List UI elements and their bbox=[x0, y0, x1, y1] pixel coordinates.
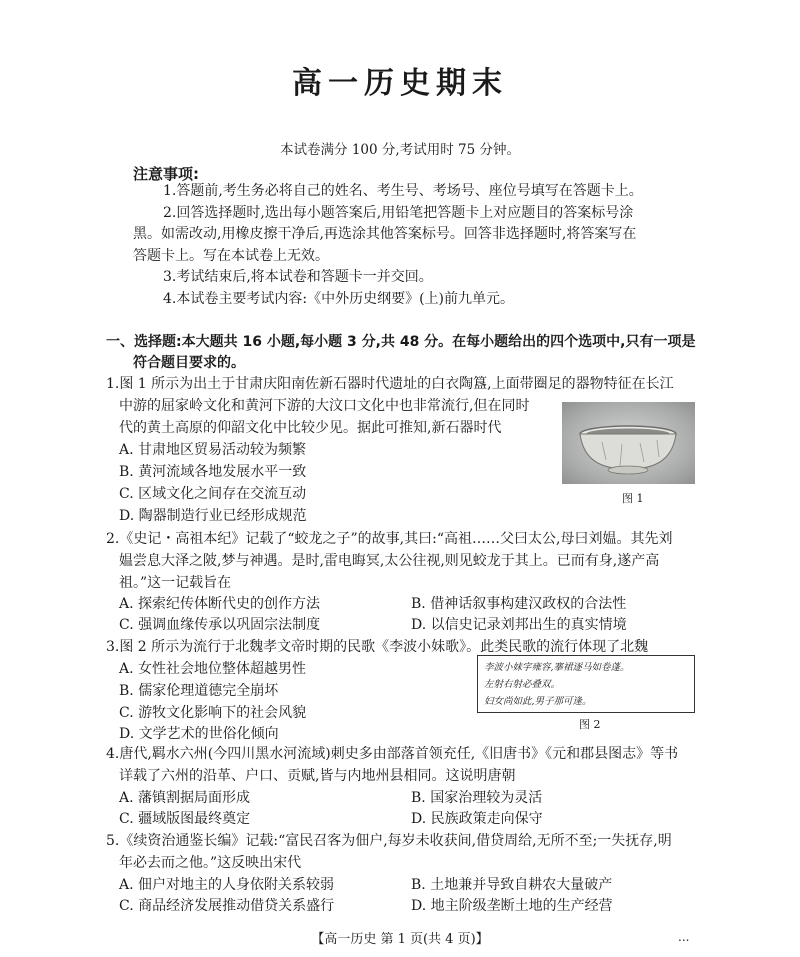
q4-stem: 详载了六州的沿革、户口、贡赋,皆与内地州县相同。这说明唐朝 bbox=[119, 768, 516, 784]
footer-mark: ... bbox=[678, 930, 690, 944]
q4-option-a: A. 藩镇割据局面形成 bbox=[119, 790, 251, 806]
q2-stem: 祖。”这一记载旨在 bbox=[119, 575, 232, 591]
q1-option-c: C. 区域文化之间存在交流互动 bbox=[119, 486, 307, 502]
q2-option-b: B. 借神话叙事构建汉政权的合法性 bbox=[411, 596, 627, 612]
q5-stem: 5.《续资治通鉴长编》记载:“富民召客为佃户,每岁未收获间,借贷周给,无所不至;一失抚存,明 bbox=[106, 833, 672, 849]
notice-line: 答题卡上。写在本试卷上无效。 bbox=[133, 248, 329, 264]
q3-option-a: A. 女性社会地位整体超越男性 bbox=[119, 661, 307, 677]
pottery-photo bbox=[562, 402, 695, 484]
notice-line: 3.考试结束后,将本试卷和答题卡一并交回。 bbox=[163, 269, 433, 285]
page-title: 高一历史期末 bbox=[292, 66, 508, 101]
q4-option-b: B. 国家治理较为灵活 bbox=[411, 790, 543, 806]
figure-caption: 图 1 bbox=[622, 492, 644, 505]
q1-option-b: B. 黄河流域各地发展水平一致 bbox=[119, 464, 307, 480]
q5-stem: 年必去而之他。”这反映出宋代 bbox=[119, 855, 302, 871]
notice-line: 4.本试卷主要考试内容:《中外历史纲要》(上)前九单元。 bbox=[163, 291, 514, 307]
q5-option-c: C. 商品经济发展推动借贷关系盛行 bbox=[119, 898, 335, 914]
q4-option-c: C. 疆域版图最终奠定 bbox=[119, 811, 251, 827]
q1-option-a: A. 甘肃地区贸易活动较为频繁 bbox=[119, 442, 307, 458]
q5-option-d: D. 地主阶级垄断土地的生产经营 bbox=[411, 898, 613, 914]
q3-option-c: C. 游牧文化影响下的社会风貌 bbox=[119, 705, 307, 721]
notice-heading: 注意事项: bbox=[133, 165, 199, 183]
q3-stem: 3.图 2 所示为流行于北魏孝文帝时期的民歌《李波小妹歌》。此类民歌的流行体现了北魏 bbox=[106, 639, 649, 655]
q4-option-d: D. 民族政策走向保守 bbox=[411, 811, 543, 827]
q2-option-d: D. 以信史记录刘邦出生的真实情境 bbox=[411, 617, 627, 633]
q4-stem: 4.唐代,羁水六州(今四川黑水河流域)刺史多由部落首领充任,《旧唐书》《元和郡县图志》等书 bbox=[106, 746, 679, 762]
notice-line: 1.答题前,考生务必将自己的姓名、考生号、考场号、座位号填写在答题卡上。 bbox=[163, 183, 643, 199]
q1-stem: 中游的屈家岭文化和黄河下游的大汶口文化中也非常流行,但在同时 bbox=[119, 398, 530, 414]
poem-line: 李波小妹字雍容,搴裙逐马如卷蓬。 bbox=[484, 662, 630, 673]
poem-line: 左射右射必叠双。 bbox=[484, 679, 561, 690]
poem-box bbox=[477, 655, 695, 713]
notice-line: 2.回答选择题时,选出每小题答案后,用铅笔把答题卡上对应题目的答案标号涂 bbox=[163, 205, 634, 221]
q5-option-a: A. 佃户对地主的人身依附关系较弱 bbox=[119, 877, 335, 893]
q2-stem: 2.《史记・高祖本纪》记载了“蛟龙之子”的故事,其曰:“高祖……父曰太公,母曰刘媪。其先刘 bbox=[106, 531, 673, 547]
q2-option-c: C. 强调血缘传承以巩固宗法制度 bbox=[119, 617, 321, 633]
q1-stem: 1.图 1 所示为出土于甘肃庆阳南佐新石器时代遗址的白衣陶簋,上面带圈足的器物特征在长江 bbox=[106, 376, 674, 392]
q1-stem: 代的黄土高原的仰韶文化中比较少见。据此可推知,新石器时代 bbox=[119, 420, 502, 436]
poem-line: 妇女尚如此,男子那可逢。 bbox=[484, 696, 592, 707]
section-heading-cont: 符合题目要求的。 bbox=[133, 355, 245, 371]
q3-option-d: D. 文学艺术的世俗化倾向 bbox=[119, 726, 279, 742]
q3-option-b: B. 儒家伦理道德完全崩坏 bbox=[119, 683, 279, 699]
q5-option-b: B. 土地兼并导致自耕农大量破产 bbox=[411, 877, 613, 893]
exam-info: 本试卷满分 100 分,考试用时 75 分钟。 bbox=[280, 142, 520, 158]
figure-caption: 图 2 bbox=[579, 718, 601, 731]
section-heading: 一、选择题:本大题共 16 小题,每小题 3 分,共 48 分。在每小题给出的四个选项中,只有一项是 bbox=[106, 334, 696, 350]
notice-line: 黑。如需改动,用橡皮擦干净后,再选涂其他答案标号。回答非选择题时,将答案写在 bbox=[133, 226, 637, 242]
q2-option-a: A. 探索纪传体断代史的创作方法 bbox=[119, 596, 321, 612]
q1-option-d: D. 陶器制造行业已经形成规范 bbox=[119, 508, 307, 524]
page-footer: 【高一历史 第 1 页(共 4 页)】 bbox=[311, 932, 489, 947]
q2-stem: 媪尝息大泽之陂,梦与神遇。是时,雷电晦冥,太公往视,则见蛟龙于其上。已而有身,遂产高 bbox=[119, 553, 660, 569]
